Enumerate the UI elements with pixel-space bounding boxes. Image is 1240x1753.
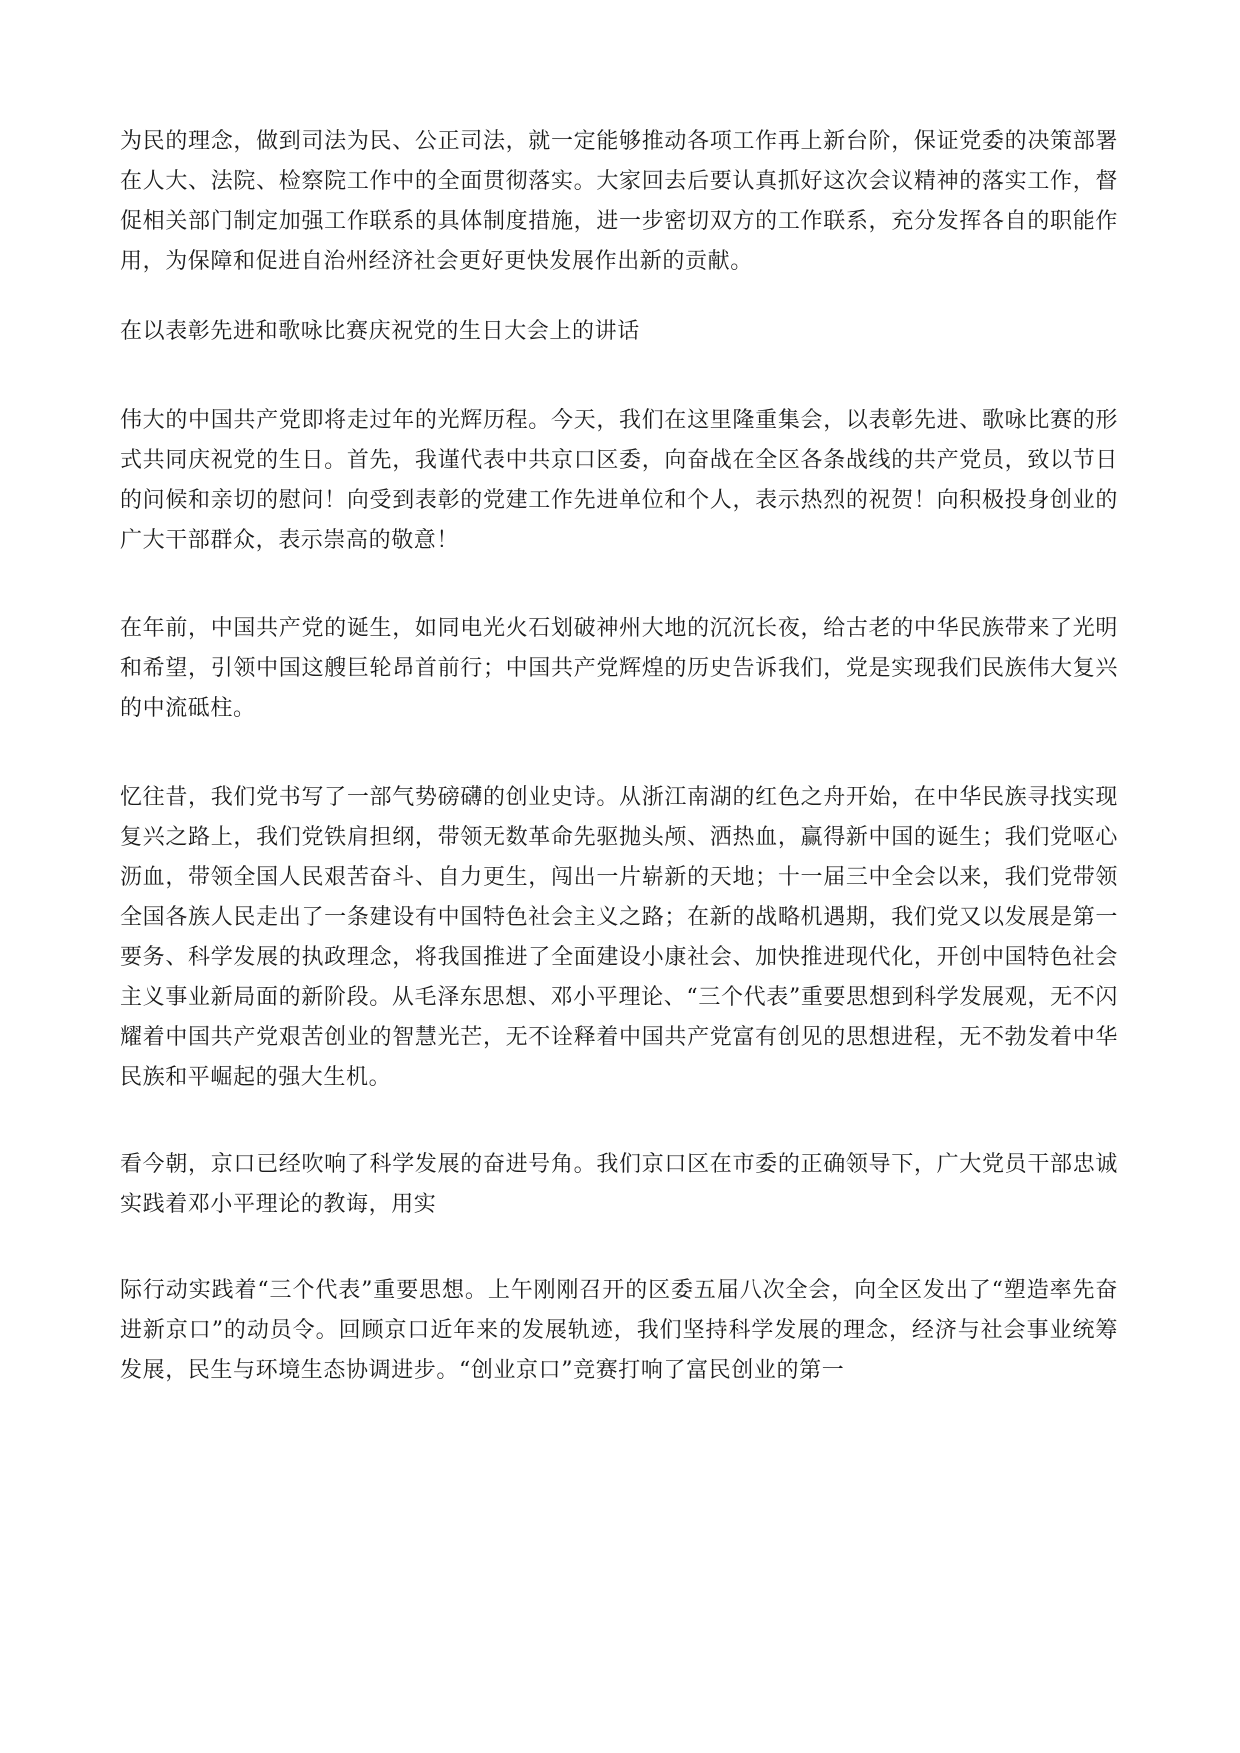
body-paragraph: 看今朝，京口已经吹响了科学发展的奋进号角。我们京口区在市委的正确领导下，广大党员干部忠诚实践着邓小平理论的教诲，用实 xyxy=(120,1152,1118,1217)
body-paragraph: 在年前，中国共产党的诞生，如同电光火石划破神州大地的沉沉长夜，给古老的中华民族带来了光明和希望，引领中国这艘巨轮昂首前行；中国共产党辉煌的历史告诉我们，党是实现我们民族伟大复兴的中流砥柱。 xyxy=(120,616,1118,721)
body-paragraph: 伟大的中国共产党即将走过年的光辉历程。今天，我们在这里隆重集会，以表彰先进、歌咏比赛的形式共同庆祝党的生日。首先，我谨代表中共京口区委，向奋战在全区各条战线的共产党员，致以节日的问候和亲切的慰问！向受到表彰的党建工作先进单位和个人，表示热烈的祝贺！向积极投身创业的广大干部群众，表示崇高的敬意！ xyxy=(120,408,1118,553)
body-paragraph: 为民的理念，做到司法为民、公正司法，就一定能够推动各项工作再上新台阶，保证党委的决策部署在人大、法院、检察院工作中的全面贯彻落实。大家回去后要认真抓好这次会议精神的落实工作，督促相关部门制定加强工作联系的具体制度措施，进一步密切双方的工作联系，充分发挥各自的职能作用，为保障和促进自治州经济社会更好更快发展作出新的贡献。 xyxy=(120,129,1118,274)
body-paragraph: 忆往昔，我们党书写了一部气势磅礴的创业史诗。从浙江南湖的红色之舟开始，在中华民族寻找实现复兴之路上，我们党铁肩担纲，带领无数革命先驱抛头颅、洒热血，赢得新中国的诞生；我们党呕心沥血，带领全国人民艰苦奋斗、自力更生，闯出一片崭新的天地；十一届三中全会以来，我们党带领全国各族人民走出了一条建设有中国特色社会主义之路；在新的战略机遇期，我们党又以发展是第一要务、科学发展的执政理念，将我国推进了全面建设小康社会、加快推进现代化，开创中国特色社会主义事业新局面的新阶段。从毛泽东思想、邓小平理论、“三个代表”重要思想到科学发展观，无不闪耀着中国共产党艰苦创业的智慧光芒，无不诠释着中国共产党富有创见的思想进程，无不勃发着中华民族和平崛起的强大生机。 xyxy=(120,785,1118,1090)
document-page xyxy=(120,122,1118,1391)
body-paragraph: 际行动实践着“三个代表”重要思想。上午刚刚召开的区委五届八次全会，向全区发出了“塑造率先奋进新京口”的动员令。回顾京口近年来的发展轨迹，我们坚持科学发展的理念，经济与社会事业统筹发展，民生与环境生态协调进步。“创业京口”竞赛打响了富民创业的第一 xyxy=(120,1278,1118,1383)
speech-title: 在以表彰先进和歌咏比赛庆祝党的生日大会上的讲话 xyxy=(120,319,640,344)
